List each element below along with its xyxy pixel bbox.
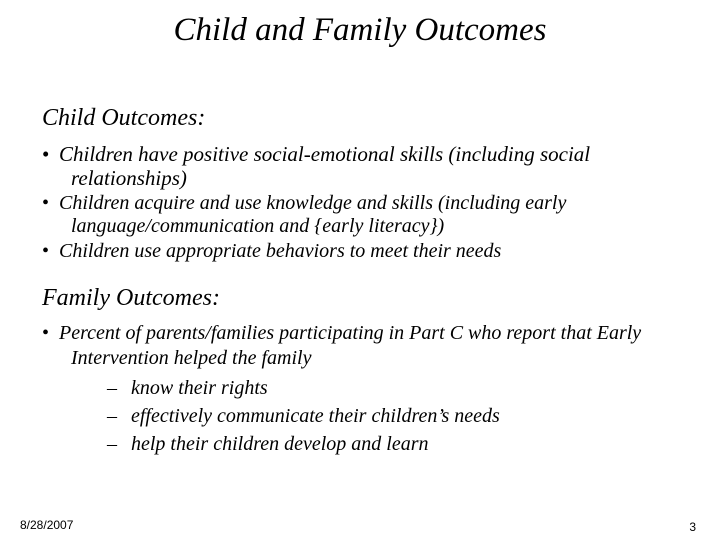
bullet-icon: • bbox=[42, 322, 50, 344]
family-outcome-intro: Percent of parents/families participating in Part C who report that Early Intervention helped the family bbox=[59, 322, 642, 369]
bullet-icon: • bbox=[42, 142, 50, 166]
dash-icon: – bbox=[107, 405, 117, 427]
page-number: 3 bbox=[689, 520, 696, 534]
bullet-icon: • bbox=[42, 192, 50, 214]
child-outcome-text: Children have positive social-emotional skills (including social relationships) bbox=[59, 142, 591, 190]
child-outcome-text: Children use appropriate behaviors to meet their needs bbox=[59, 240, 502, 262]
child-outcome-item bbox=[42, 192, 692, 238]
bullet-icon: • bbox=[42, 240, 50, 262]
dash-icon: – bbox=[107, 377, 117, 399]
family-outcome-item bbox=[42, 321, 692, 458]
family-outcome-sub-text: help their children develop and learn bbox=[131, 433, 429, 455]
family-outcomes-heading: Family Outcomes: bbox=[42, 285, 220, 311]
family-outcome-sub-item bbox=[71, 402, 692, 430]
footer-date: 8/28/2007 bbox=[20, 518, 74, 532]
family-outcome-sub-list bbox=[71, 374, 692, 458]
dash-icon: – bbox=[107, 433, 117, 455]
family-outcome-sub-text: know their rights bbox=[131, 377, 268, 399]
child-outcomes-heading: Child Outcomes: bbox=[42, 105, 206, 131]
family-outcome-sub-item bbox=[71, 430, 692, 458]
child-outcome-item bbox=[42, 142, 692, 190]
family-outcome-sub-text: effectively communicate their children’s needs bbox=[131, 405, 500, 427]
child-outcome-item bbox=[42, 240, 692, 263]
family-outcomes-list bbox=[42, 321, 692, 458]
child-outcome-text: Children acquire and use knowledge and skills (including early language/communication and {early literacy}) bbox=[59, 192, 567, 237]
child-outcomes-list bbox=[42, 142, 692, 263]
slide-title: Child and Family Outcomes bbox=[173, 12, 547, 48]
family-outcome-sub-item bbox=[71, 374, 692, 402]
